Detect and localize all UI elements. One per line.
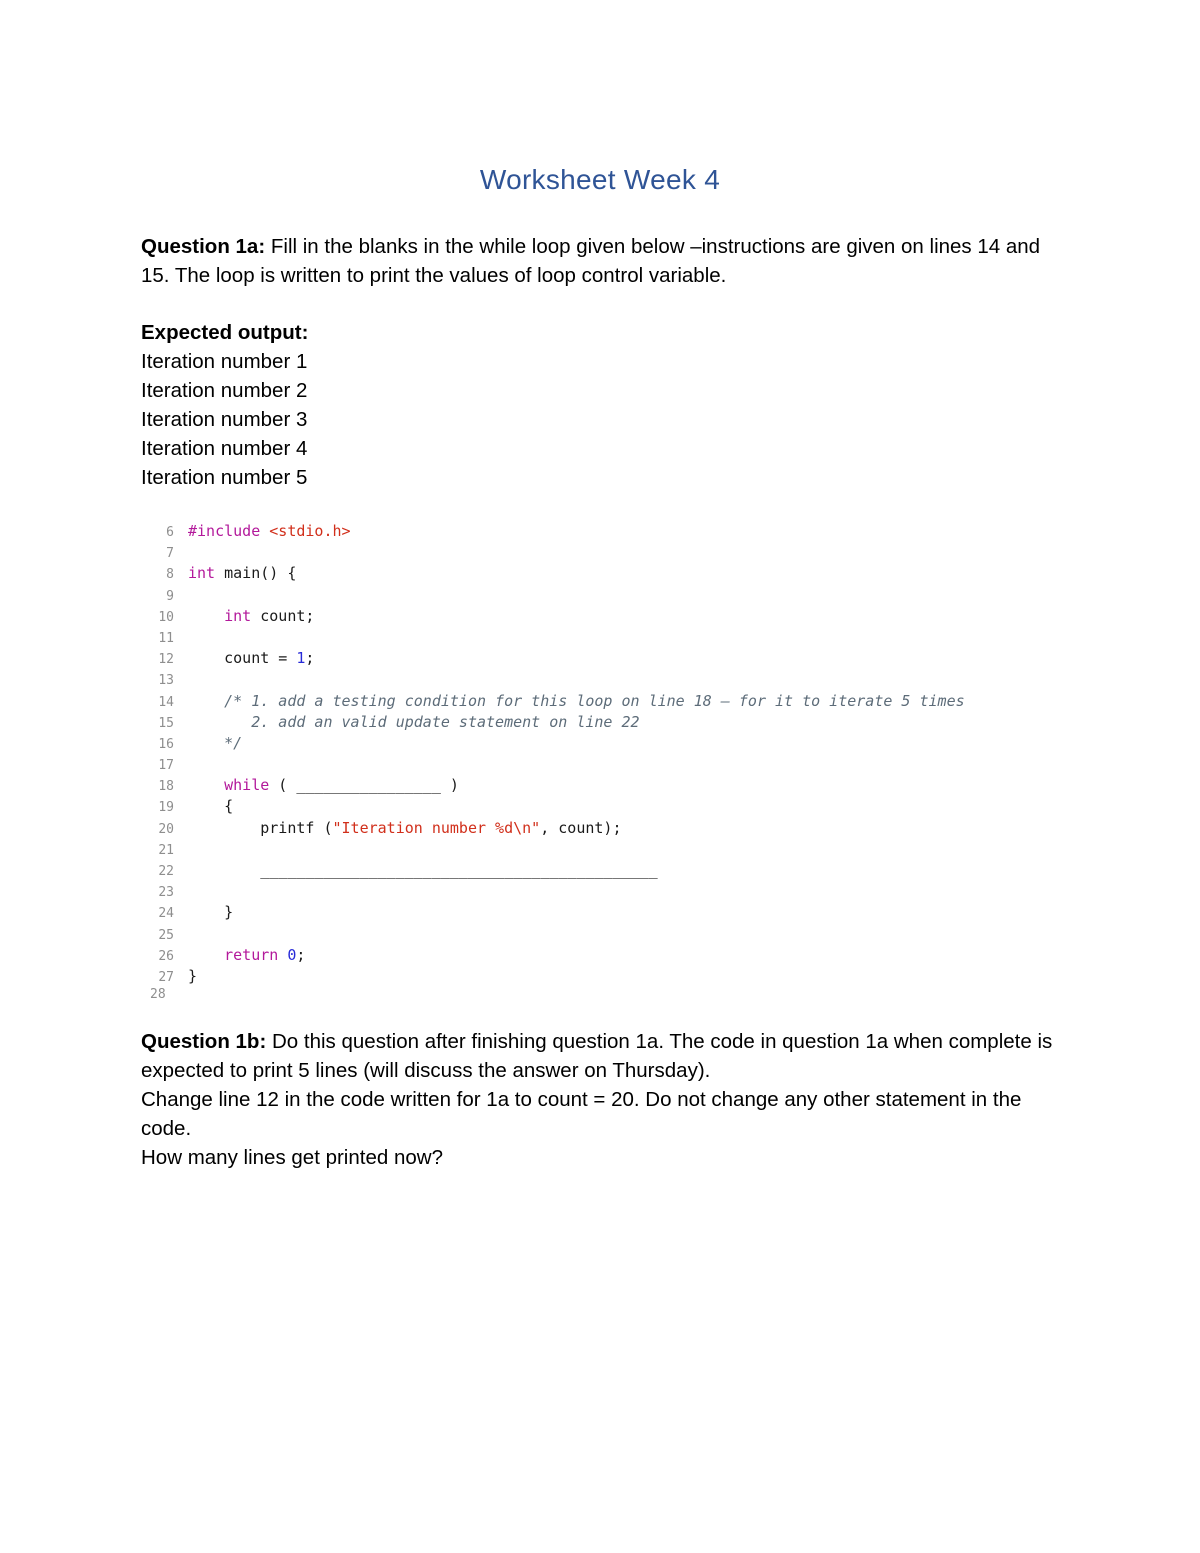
line-number: 27 [158, 969, 174, 985]
question-1a-text: Fill in the blanks in the while loop given below –instructions are given on lines 14 and 15. The loop is written to print the values of loop control variable. [141, 235, 1041, 287]
code-token: , count); [540, 818, 622, 837]
code-token: #include [188, 522, 270, 540]
line-number: 9 [166, 588, 174, 604]
code-token: */ [224, 733, 243, 752]
code-line [150, 945, 1050, 966]
code-line [150, 669, 1050, 690]
question-1b-question: How many lines get printed now? [141, 1146, 443, 1169]
line-number: 13 [158, 673, 174, 689]
expected-output [141, 318, 741, 492]
code-token: ____________________________________________ [188, 861, 658, 879]
code-token: } [188, 903, 234, 922]
line-number: 12 [158, 652, 174, 668]
code-line [150, 606, 1050, 627]
code-token: ( ________________ ) [269, 776, 459, 795]
code-line [150, 627, 1050, 648]
code-line [150, 796, 1050, 817]
code-token [188, 607, 224, 625]
code-token [278, 946, 287, 964]
line-number: 22 [158, 864, 174, 879]
expected-output-line: Iteration number 4 [141, 437, 308, 460]
code-line [150, 966, 1050, 987]
code-token: int [188, 564, 216, 583]
code-line [150, 754, 1050, 775]
code-token: /* 1. add a testing condition for this loop on line 18 – for it to iterate 5 times [224, 691, 965, 710]
code-token [188, 776, 224, 794]
code-token: 1 [296, 649, 306, 668]
code-token: count; [251, 606, 315, 625]
line-number: 8 [166, 567, 174, 583]
line-number: 21 [158, 842, 174, 858]
expected-output-line: Iteration number 3 [141, 408, 308, 431]
page-title: Worksheet Week 4 [479, 164, 721, 195]
code-token: 0 [287, 945, 297, 964]
line-number: 25 [158, 927, 174, 943]
code-token: { [188, 797, 234, 816]
code-line [150, 585, 1050, 606]
code-token: count = [188, 649, 297, 668]
line-number: 26 [158, 948, 174, 964]
line-number: 24 [158, 906, 174, 922]
line-number: 10 [158, 609, 174, 625]
code-token: printf ( [188, 818, 333, 837]
code-line [150, 924, 1050, 945]
code-token: int [224, 606, 252, 625]
code-token: <stdio.h> [269, 522, 351, 540]
code-line [150, 712, 1050, 733]
code-token: "Iteration number %d\n" [332, 818, 541, 837]
question-1a-label: Question 1a: [141, 235, 266, 258]
code-token: while [224, 776, 270, 795]
line-number: 23 [158, 885, 174, 901]
code-token: return [224, 945, 279, 964]
line-number: 18 [158, 779, 174, 795]
line-number: 20 [158, 821, 174, 837]
line-number: 14 [158, 694, 174, 710]
line-number: 11 [158, 630, 174, 646]
question-1b-label: Question 1b: [141, 1030, 267, 1053]
line-number: 15 [158, 715, 174, 731]
code-line [150, 691, 1050, 712]
question-1b-instruction: Change line 12 in the code written for 1a to count = 20. Do not change any other statement in the code. [141, 1088, 1022, 1140]
question-1a [141, 232, 1061, 290]
code-token: 2. add an valid update statement on line 22 [188, 712, 640, 731]
code-token: } [188, 966, 198, 985]
code-line [150, 542, 1050, 563]
code-token [188, 946, 224, 964]
code-line [150, 563, 1050, 584]
code-line [150, 839, 1050, 860]
line-number: 16 [158, 736, 174, 752]
line-number: 6 [166, 525, 174, 540]
code-line [150, 733, 1050, 754]
code-line [150, 648, 1050, 669]
line-number: 19 [158, 800, 174, 816]
code-token [188, 734, 224, 752]
code-line [150, 775, 1050, 796]
code-line [150, 902, 1050, 923]
code-token: ; [305, 649, 315, 668]
code-line [150, 818, 1050, 839]
code-token: ; [296, 945, 306, 964]
code-token [188, 692, 224, 710]
expected-output-line: Iteration number 5 [141, 466, 308, 489]
expected-output-label: Expected output: [141, 321, 309, 344]
line-number: 7 [166, 546, 174, 562]
code-screenshot [150, 521, 1050, 987]
code-line [150, 881, 1050, 902]
question-1b-text: Do this question after finishing question 1a. The code in question 1a when complete is expected to print 5 lines (will discuss the answer on Thursday). [141, 1030, 1053, 1082]
question-1b [141, 1027, 1061, 1172]
code-line [150, 521, 1050, 542]
code-line [150, 860, 1050, 881]
code-cut-line-number: 28 [150, 987, 166, 1002]
expected-output-line: Iteration number 1 [141, 350, 308, 373]
code-token: main() { [215, 564, 297, 583]
expected-output-line: Iteration number 2 [141, 379, 308, 402]
line-number: 17 [158, 758, 174, 774]
